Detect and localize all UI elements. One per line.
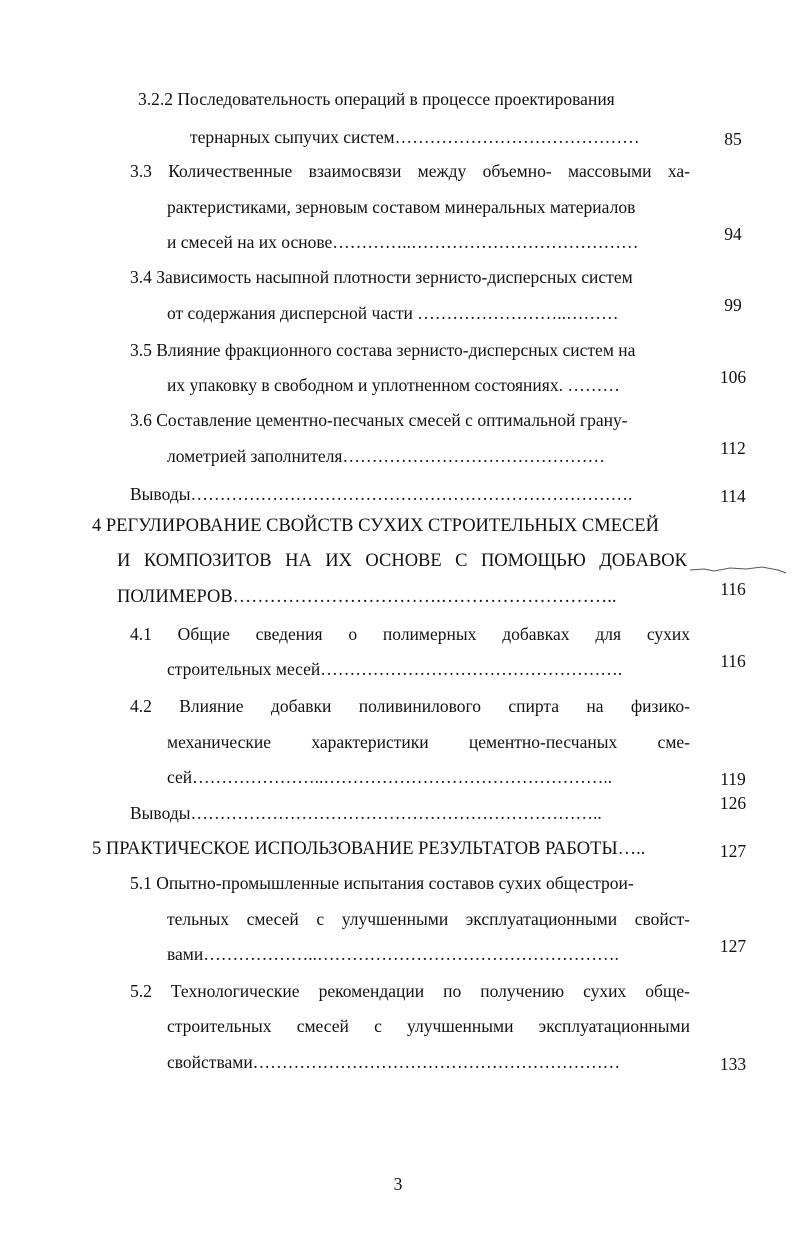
toc-entry-5-1-line-1: 5.1 Опытно-промышленные испытания составов сухих общестрои- <box>130 873 634 893</box>
toc-entry-3-6-page: 112 <box>720 438 746 458</box>
toc-entry-3-2-2-line-1: 3.2.2 Последовательность операций в процессе проектирования <box>138 89 615 109</box>
toc-entry-conclusions-4-page: 126 <box>719 793 747 813</box>
toc-entry-conclusions-3: Выводы…………………………………………………………………. <box>130 484 633 504</box>
toc-entry-3-3-line-1: 3.3 Количественные взаимосвязи между объемно- массовыми ха- <box>130 161 690 181</box>
toc-chapter-4-line-1: 4 РЕГУЛИРОВАНИЕ СВОЙСТВ СУХИХ СТРОИТЕЛЬНЫХ СМЕСЕЙ <box>92 516 660 536</box>
toc-chapter-4-line-2: И КОМПОЗИТОВ НА ИХ ОСНОВЕ С ПОМОЩЬЮ ДОБАВОК <box>117 551 687 571</box>
toc-entry-5-1-line-2: тельных смесей с улучшенными эксплуатационными свойст- <box>167 909 690 929</box>
toc-entry-3-5-page: 106 <box>719 367 747 387</box>
toc-entry-3-6-line-2: лометрией заполнителя……………………………………… <box>167 446 605 466</box>
toc-entry-conclusions-3-page: 114 <box>720 486 746 506</box>
toc-entry-5-2-line-2: строительных смесей с улучшенными эксплуатационными <box>167 1016 690 1036</box>
toc-chapter-4-page: 116 <box>720 579 746 599</box>
toc-entry-5-2-line-3: свойствами……………………………………………………… <box>167 1052 621 1072</box>
toc-entry-4-2-line-2: механические характеристики цементно-песчаных сме- <box>167 732 690 752</box>
toc-entry-3-6-line-1: 3.6 Составление цементно-песчаных смесей с оптимальной грану- <box>130 410 628 430</box>
toc-entry-3-4-page: 99 <box>724 295 742 315</box>
toc-entry-3-3-line-3: и смесей на их основе…………..………………………………… <box>167 232 639 252</box>
toc-entry-3-4-line-1: 3.4 Зависимость насыпной плотности зернисто-дисперсных систем <box>130 267 633 287</box>
toc-entry-3-3-page: 94 <box>724 224 742 244</box>
toc-chapter-4-line-3: ПОЛИМЕРОВ…………………………….……………………….. <box>117 587 617 607</box>
toc-entry-3-2-2-line-2: тернарных сыпучих систем…………………………………… <box>190 127 640 147</box>
toc-entry-4-2-line-3: сей…………………..………………………………………….. <box>167 767 613 787</box>
toc-entry-5-1-page: 127 <box>719 936 747 956</box>
toc-entry-3-3-line-2: рактеристиками, зерновым составом минеральных материалов <box>167 197 636 217</box>
toc-entry-4-2-line-1: 4.2 Влияние добавки поливинилового спирта на физико- <box>130 696 690 716</box>
toc-chapter-5-line-1: 5 ПРАКТИЧЕСКОЕ ИСПОЛЬЗОВАНИЕ РЕЗУЛЬТАТОВ РАБОТЫ….. <box>92 839 646 859</box>
toc-entry-5-1-line-3: вами………………..……………………………………………. <box>167 944 619 964</box>
toc-entry-4-2-page: 119 <box>720 769 746 789</box>
toc-chapter-5-page: 127 <box>719 841 747 861</box>
toc-entry-3-4-line-2: от содержания дисперсной части ……………………..……… <box>167 303 619 323</box>
toc-entry-3-2-2-page: 85 <box>724 129 742 149</box>
toc-entry-4-1-line-1: 4.1 Общие сведения о полимерных добавках для сухих <box>130 624 690 644</box>
toc-entry-4-1-line-2: строительных месей……………………………………………. <box>167 659 623 679</box>
toc-entry-5-2-line-1: 5.2 Технологические рекомендации по получению сухих обще- <box>130 981 690 1001</box>
toc-entry-3-5-line-1: 3.5 Влияние фракционного состава зернисто-дисперсных систем на <box>130 340 636 360</box>
toc-entry-4-1-page: 116 <box>720 651 746 671</box>
toc-entry-conclusions-4: Выводы…………………………………………………………….. <box>130 803 602 823</box>
page-number: 3 <box>393 1174 403 1194</box>
pen-stroke-mark <box>690 566 786 576</box>
toc-entry-5-2-page: 133 <box>719 1054 747 1074</box>
toc-entry-3-5-line-2: их упаковку в свободном и уплотненном состояниях. ……… <box>167 375 620 395</box>
